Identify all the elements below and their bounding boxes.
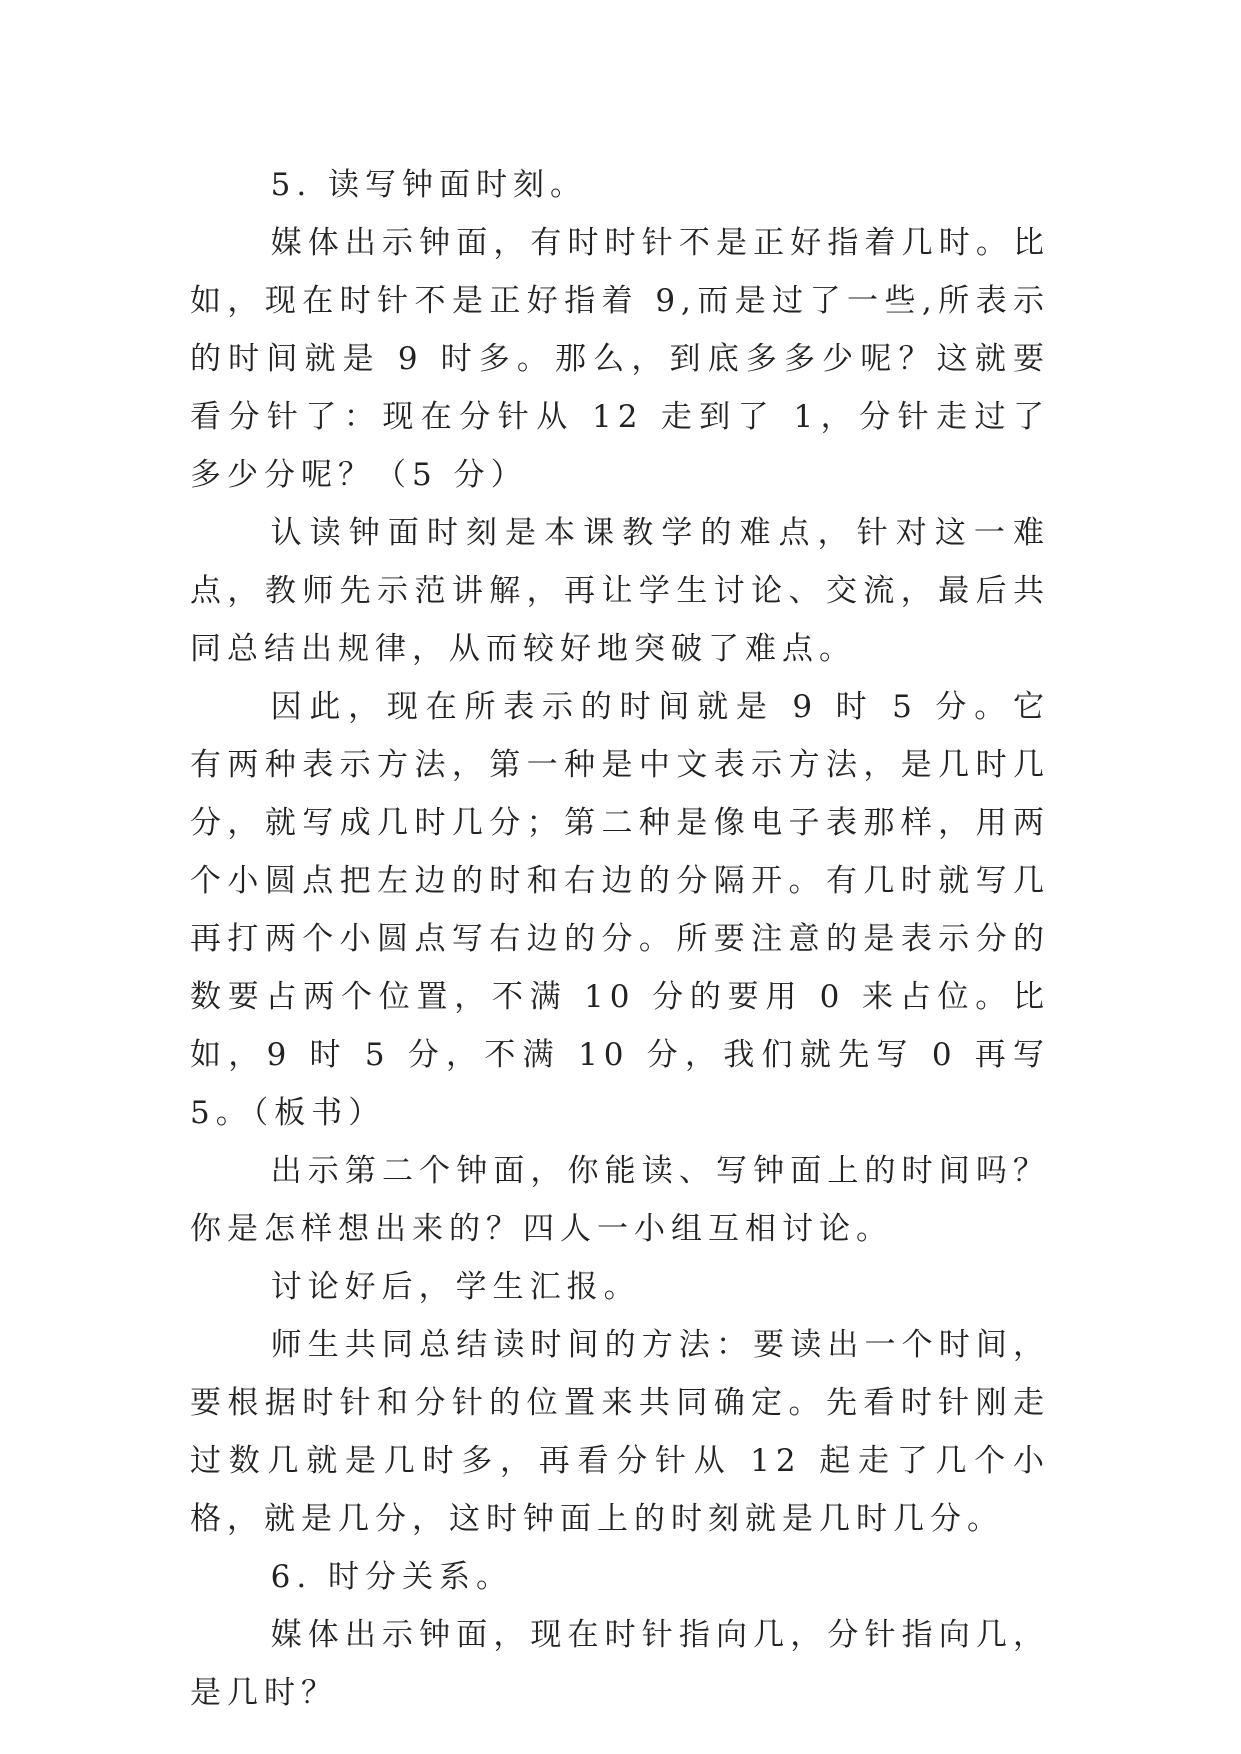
paragraph-summary-method: 师生共同总结读时间的方法：要读出一个时间，要根据时针和分针的位置来共同确定。先看时针刚走过数几就是几时多，再看分针从 12 起走了几个小格，就是几分，这时钟面上的时刻就是几时几分。 <box>190 1327 1050 1537</box>
section-heading-reading-clock: 5. 读写钟面时刻。 <box>270 167 588 203</box>
paragraph-second-clock: 出示第二个钟面，你能读、写钟面上的时间吗？你是怎样想出来的？四人一小组互相讨论。 <box>190 1153 1050 1247</box>
paragraph-clock-example: 媒体出示钟面，有时时针不是正好指着几时。比如，现在时针不是正好指着 9,而是过了一些,所表示的时间就是 9 时多。那么，到底多多少呢？这就要看分针了：现在分针从 12 走到了 1，分针走过了多少分呢？（5 分） <box>190 225 1050 493</box>
paragraph-teaching-difficulty: 认读钟面时刻是本课教学的难点，针对这一难点，教师先示范讲解，再让学生讨论、交流，最后共同总结出规律，从而较好地突破了难点。 <box>190 515 1050 667</box>
paragraph-hour-minute-question: 媒体出示钟面，现在时针指向几，分针指向几，是几时？ <box>190 1617 1050 1711</box>
document-body <box>190 156 1050 1722</box>
paragraph-two-notations: 因此，现在所表示的时间就是 9 时 5 分。它有两种表示方法，第一种是中文表示方法，是几时几分，就写成几时几分；第二种是像电子表那样，用两个小圆点把左边的时和右边的分隔开。有几时就写几再打两个小圆点写右边的分。所要注意的是表示分的数要占两个位置，不满 10 分的要用 0 来占位。比如，9 时 5 分，不满 10 分，我们就先写 0 再写 5。（板书） <box>190 689 1050 1131</box>
paragraph-student-report: 讨论好后，学生汇报。 <box>270 1269 641 1305</box>
section-heading-hour-minute: 6. 时分关系。 <box>270 1559 514 1595</box>
